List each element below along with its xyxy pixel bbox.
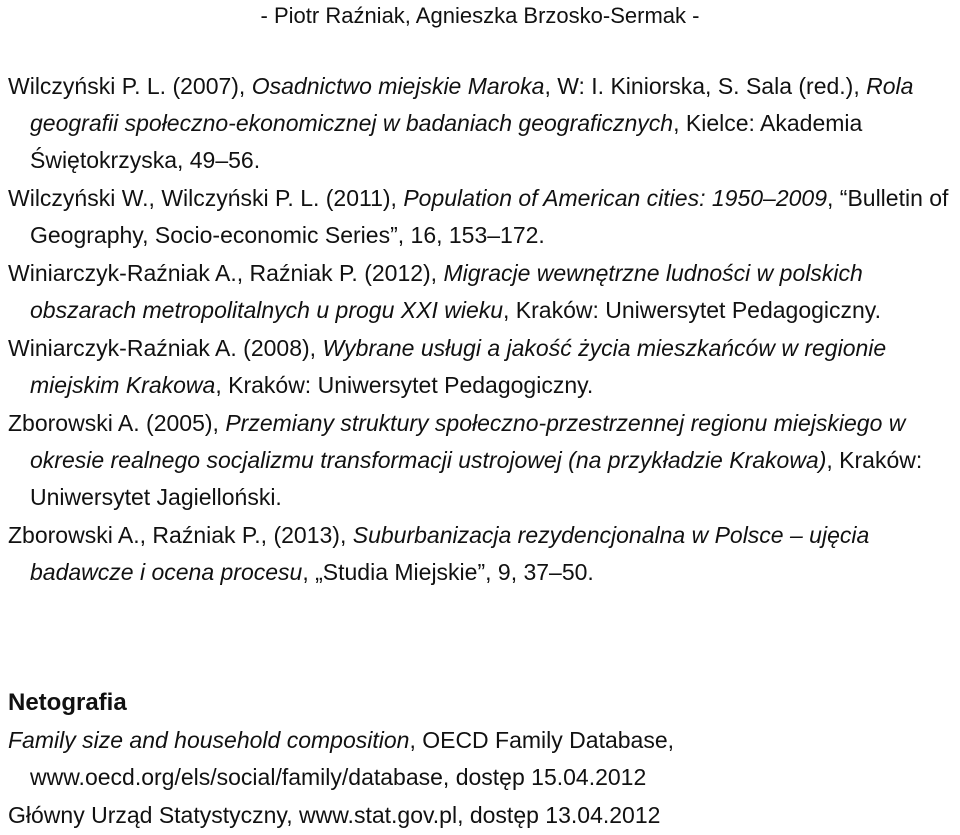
reference-item: [8, 255, 952, 329]
reference-title: Population of American cities: 1950–2009: [403, 185, 827, 211]
reference-details: , W: I. Kiniorska, S. Sala (red.),: [544, 73, 867, 99]
reference-details: , Kraków: Uniwersytet Pedagogiczny.: [215, 372, 594, 398]
reference-authors: Zborowski A., Raźniak P., (2013),: [8, 522, 353, 548]
reference-details: , Kraków: Uniwersytet Pedagogiczny.: [503, 297, 881, 323]
reference-title: Przemiany struktury społeczno-przestrzennej regionu miejskiego w okresie realnego socjalizmu transformacji ustrojowej (na przykładzie Krakowa): [30, 410, 906, 473]
reference-title: Suburbanizacja rezydencjonalna w Polsce – ujęcia badawcze i ocena procesu: [30, 522, 870, 585]
reference-authors: Wilczyński W., Wilczyński P. L. (2011),: [8, 185, 404, 211]
netografia-list: [8, 722, 952, 835]
reference-authors: Winiarczyk-Raźniak A., Raźniak P. (2012),: [8, 260, 444, 286]
reference-authors: Wilczyński P. L. (2007),: [8, 73, 252, 99]
reference-item: [8, 405, 952, 516]
reference-authors: Zborowski A. (2005),: [8, 410, 226, 436]
reference-book-title: Rola geografii społeczno-ekonomicznej w badaniach geograficznych: [30, 73, 914, 136]
reference-item: [8, 180, 952, 254]
netografia-details: , OECD Family Database, www.oecd.org/els/social/family/database, dostęp 15.04.2012: [30, 727, 675, 790]
reference-title: Osadnictwo miejskie Maroka: [251, 73, 545, 99]
netografia-heading: Netografia: [8, 689, 127, 716]
netografia-title: Family size and household composition: [8, 727, 410, 753]
reference-item: [8, 330, 952, 404]
netografia-item: [8, 722, 952, 796]
netografia-details: Główny Urząd Statystyczny, www.stat.gov.pl, dostęp 13.04.2012: [8, 802, 661, 828]
bibliography-list: [8, 68, 952, 592]
reference-title: Wybrane usługi a jakość życia mieszkańców w regionie miejskim Krakowa: [30, 335, 887, 398]
reference-details: , Kielce: Akademia Świętokrzyska, 49–56.: [30, 110, 863, 173]
reference-title: Migracje wewnętrzne ludności w polskich obszarach metropolitalnych u progu XXI wieku: [30, 260, 863, 323]
reference-item: [8, 68, 952, 179]
netografia-item: [8, 797, 952, 834]
reference-details: , „Studia Miejskie”, 9, 37–50.: [302, 559, 594, 585]
reference-item: [8, 517, 952, 591]
page-header: - Piotr Raźniak, Agnieszka Brzosko-Sermak -: [260, 3, 700, 28]
reference-details: , Kraków: Uniwersytet Jagielloński.: [30, 447, 923, 510]
reference-authors: Winiarczyk-Raźniak A. (2008),: [8, 335, 323, 361]
reference-details: , “Bulletin of Geography, Socio-economic Series”, 16, 153–172.: [30, 185, 949, 248]
